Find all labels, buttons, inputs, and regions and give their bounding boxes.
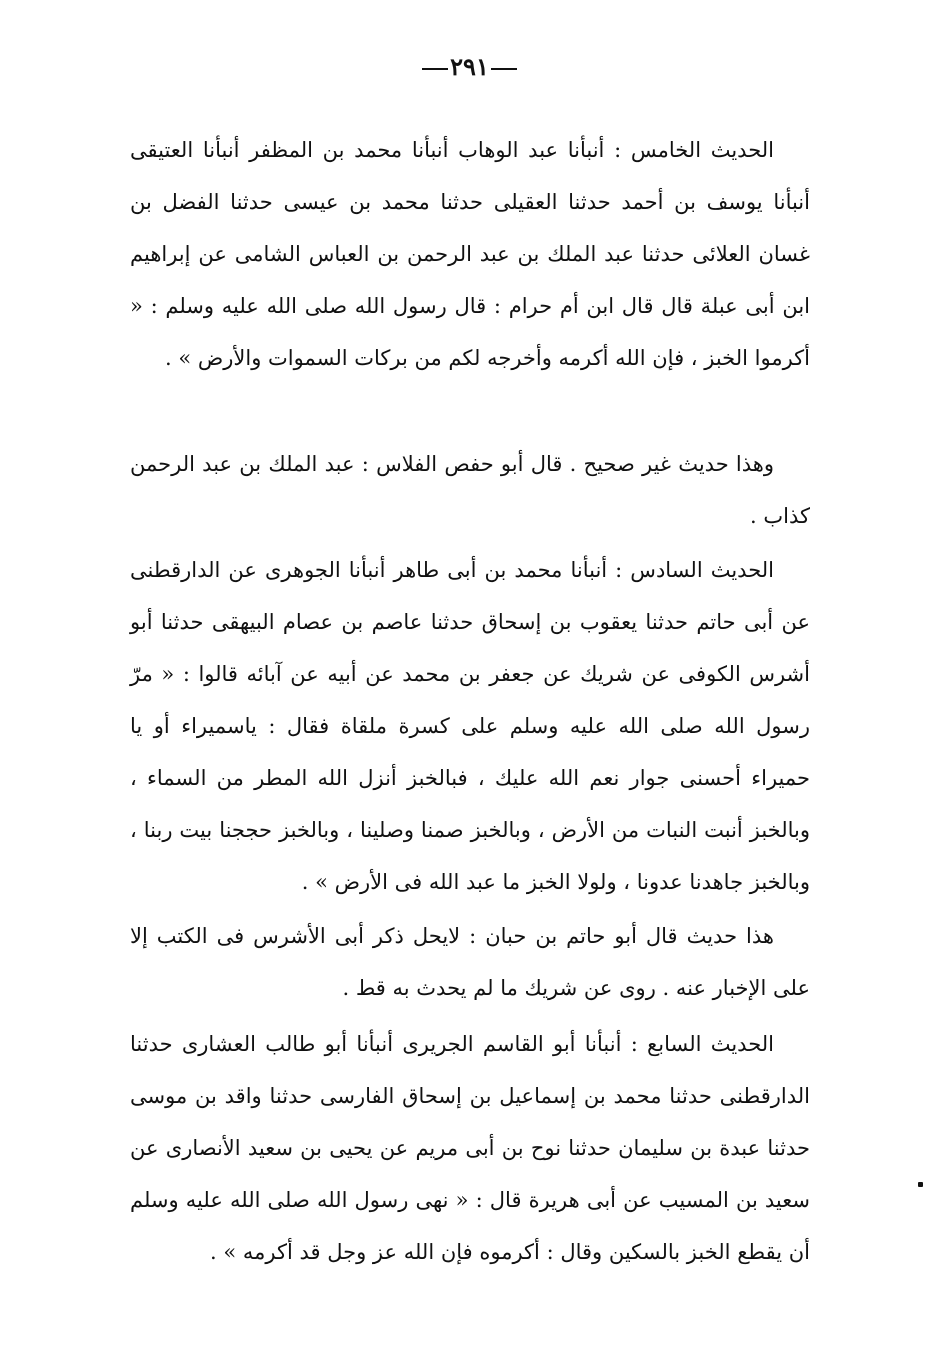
page-number-text: ٢٩١ xyxy=(450,52,489,81)
paragraph-commentary-six xyxy=(130,910,810,1014)
margin-mark xyxy=(918,1182,923,1187)
page-number-dash-right xyxy=(491,68,517,70)
paragraph-text: الحديث الخامس : أنبأنا عبد الوهاب أنبأنا محمد بن المظفر أنبأنا العتيقى أنبأنا يوسف بن أحمد حدثنا العقيلى حدثنا محمد بن عيسى حدثنا الفضل بن غسان العلائى حدثنا عبد الملك بن عبد الرحمن بن العباس الشامى عن إبراهيم ابن أبى عبلة قال قال ابن أم حرام : قال رسول الله صلى الله عليه وسلم : « أكرموا الخبز ، فإن الله أكرمه وأخرجه لكم من بركات السموات والأرض » . xyxy=(130,138,810,370)
paragraph-hadith-six xyxy=(130,544,810,908)
page-number xyxy=(0,52,939,81)
paragraph-hadith-five xyxy=(130,124,810,384)
paragraph-text: الحديث السادس : أنبأنا محمد بن أبى طاهر أنبأنا الجوهرى عن الدارقطنى عن أبى حاتم حدثنا يعقوب بن إسحاق حدثنا عاصم بن عصام البيهقى حدثنا أبو أشرس الكوفى عن شريك عن جعفر بن محمد عن أبيه عن آبائه قالوا : « مرّ رسول الله صلى الله عليه وسلم على كسرة ملقاة فقال : ياسميراء أو يا حميراء أحسنى جوار نعم الله عليك ، فبالخبز أنزل الله المطر من السماء ، وبالخبز أنبت النبات من الأرض ، وبالخبز صمنا وصلينا ، وبالخبز حججنا بيت ربنا ، وبالخبز جاهدنا عدونا ، ولولا الخبز ما عبد الله فى الأرض » . xyxy=(130,558,810,894)
paragraph-hadith-seven xyxy=(130,1018,810,1278)
page-number-dash-left xyxy=(422,68,448,70)
paragraph-commentary-five xyxy=(130,438,810,542)
paragraph-text: الحديث السابع : أنبأنا أبو القاسم الجريرى أنبأنا أبو طالب العشارى حدثنا الدارقطنى حدثنا محمد بن إسماعيل بن إسحاق الفارسى حدثنا واقد بن موسى حدثنا عبدة بن سليمان حدثنا نوح بن أبى مريم عن يحيى بن سعيد الأنصارى عن سعيد بن المسيب عن أبى هريرة قال : « نهى رسول الله صلى الله عليه وسلم أن يقطع الخبز بالسكين وقال : أكرموه فإن الله عز وجل قد أكرمه » . xyxy=(130,1032,810,1264)
paragraph-text: هذا حديث قال أبو حاتم بن حبان : لايحل ذكر أبى الأشرس فى الكتب إلا على الإخبار عنه . روى عن شريك ما لم يحدث به قط . xyxy=(130,924,810,1000)
paragraph-text: وهذا حديث غير صحيح . قال أبو حفص الفلاس : عبد الملك بن عبد الرحمن كذاب . xyxy=(130,452,810,528)
